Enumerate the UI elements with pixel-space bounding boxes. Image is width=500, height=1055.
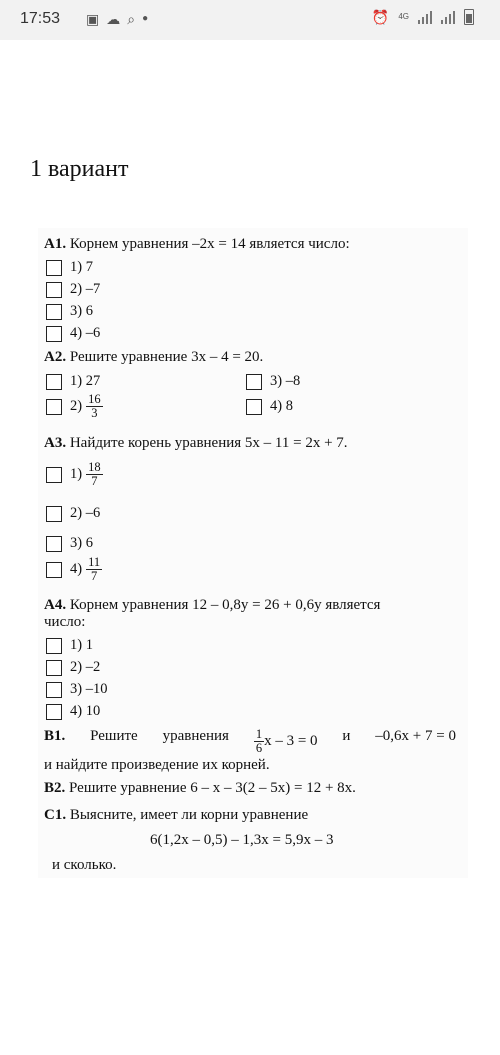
fraction-denominator: 3 xyxy=(91,406,98,420)
answer-option[interactable] xyxy=(46,259,93,276)
question-text: Корнем уравнения –2x = 14 является число: xyxy=(69,236,350,252)
answer-option[interactable] xyxy=(46,535,93,552)
answer-option[interactable] xyxy=(46,556,102,583)
option-label: 4) –6 xyxy=(70,325,101,341)
answer-option[interactable] xyxy=(46,703,100,720)
answer-option[interactable] xyxy=(46,393,103,420)
option-label: 3) 6 xyxy=(70,303,93,319)
search-icon: ⌕ xyxy=(127,11,136,27)
equation: –0,6x + 7 = 0 xyxy=(375,728,456,744)
fraction xyxy=(86,461,103,488)
signal-icon xyxy=(441,10,455,24)
answer-option[interactable] xyxy=(46,325,100,342)
question-label: A2. xyxy=(44,349,67,365)
fraction-denominator: 7 xyxy=(91,474,98,488)
question-b2 xyxy=(44,780,356,797)
answer-option[interactable] xyxy=(46,461,103,488)
checkbox[interactable] xyxy=(46,467,62,483)
option-label: 1) xyxy=(70,466,83,482)
checkbox[interactable] xyxy=(46,506,62,522)
fraction-denominator: 7 xyxy=(90,569,98,583)
signal-icon xyxy=(418,10,432,24)
option-label: 4) xyxy=(70,561,83,577)
checkbox[interactable] xyxy=(46,374,62,390)
question-text-continued: и найдите произведение их корней. xyxy=(44,757,270,773)
checkbox[interactable] xyxy=(46,536,62,552)
question-label: C1. xyxy=(44,807,67,823)
option-label: 1) 1 xyxy=(70,637,93,653)
answer-option[interactable] xyxy=(246,398,293,415)
fraction-numerator: 16 xyxy=(88,392,101,406)
answer-option[interactable] xyxy=(46,281,100,298)
answer-option[interactable] xyxy=(46,681,107,698)
checkbox[interactable] xyxy=(246,399,262,415)
cloud-icon: ☁ xyxy=(106,11,121,27)
fraction-numerator: 18 xyxy=(88,460,101,474)
question-text: Решите уравнение 3x – 4 = 20. xyxy=(69,349,264,365)
checkbox[interactable] xyxy=(46,704,62,720)
equation: 6(1,2x – 0,5) – 1,3x = 5,9x – 3 xyxy=(150,832,334,848)
alarm-icon: ⏰ xyxy=(371,9,390,25)
question-a4 xyxy=(44,597,380,614)
question-text: уравнения xyxy=(162,728,229,744)
fraction xyxy=(86,393,103,420)
checkbox[interactable] xyxy=(246,374,262,390)
checkbox[interactable] xyxy=(46,682,62,698)
notification-icons xyxy=(86,11,148,27)
question-text: Выясните, имеет ли корни уравнение xyxy=(69,807,309,823)
question-label: B1. xyxy=(44,728,66,744)
checkbox[interactable] xyxy=(46,260,62,276)
answer-option[interactable] xyxy=(46,637,93,654)
question-label: B2. xyxy=(44,780,66,796)
question-text: Найдите корень уравнения 5x – 11 = 2x + 7. xyxy=(69,435,348,451)
option-label: 2) –6 xyxy=(70,505,101,521)
answer-option[interactable] xyxy=(46,303,93,320)
question-label: A3. xyxy=(44,435,67,451)
question-text: Корнем уравнения 12 – 0,8y = 26 + 0,6y является xyxy=(69,597,381,613)
option-label: 4) 10 xyxy=(70,703,101,719)
option-label: 2) xyxy=(70,398,83,414)
answer-option[interactable] xyxy=(46,505,100,522)
question-text-continued: и сколько. xyxy=(52,857,117,873)
equation: x – 3 = 0 xyxy=(264,733,318,749)
option-label: 1) 27 xyxy=(70,373,101,389)
question-b1 xyxy=(44,728,456,755)
question-a1 xyxy=(44,236,350,253)
question-label: A4. xyxy=(44,597,67,613)
checkbox[interactable] xyxy=(46,282,62,298)
system-icons xyxy=(372,9,474,25)
clock: 17:53 xyxy=(20,10,61,27)
question-label: A1. xyxy=(44,236,67,252)
option-label: 1) 7 xyxy=(70,259,93,275)
image-icon: ▣ xyxy=(86,11,100,27)
checkbox[interactable] xyxy=(46,660,62,676)
fraction xyxy=(254,728,264,755)
question-text: Решите xyxy=(90,728,138,744)
question-text-continued: число: xyxy=(44,614,86,630)
fraction xyxy=(86,556,102,583)
checkbox[interactable] xyxy=(46,399,62,415)
option-label: 4) 8 xyxy=(270,398,293,414)
answer-option[interactable] xyxy=(46,373,100,390)
answer-option[interactable] xyxy=(246,373,300,390)
fraction-denominator: 6 xyxy=(255,741,263,755)
dot-icon: ● xyxy=(142,13,149,24)
fraction-numerator: 11 xyxy=(88,555,101,569)
option-label: 2) –7 xyxy=(70,281,101,297)
fraction-numerator: 1 xyxy=(255,727,263,741)
checkbox[interactable] xyxy=(46,638,62,654)
checkbox[interactable] xyxy=(46,304,62,320)
answer-option[interactable] xyxy=(46,659,100,676)
question-a3 xyxy=(44,435,348,452)
question-a2 xyxy=(44,349,263,366)
question-c1 xyxy=(44,807,308,824)
question-text: Решите уравнение 6 – x – 3(2 – 5x) = 12 + 8x. xyxy=(69,780,356,796)
status-bar xyxy=(0,0,500,40)
page-title: 1 вариант xyxy=(30,156,129,182)
option-label: 2) –2 xyxy=(70,659,101,675)
4g-icon: 4G xyxy=(398,12,409,21)
option-label: 3) 6 xyxy=(70,535,93,551)
question-text: и xyxy=(342,728,351,744)
option-label: 3) –8 xyxy=(270,373,301,389)
option-label: 3) –10 xyxy=(70,681,108,697)
checkbox[interactable] xyxy=(46,562,62,578)
battery-icon xyxy=(464,9,474,25)
checkbox[interactable] xyxy=(46,326,62,342)
